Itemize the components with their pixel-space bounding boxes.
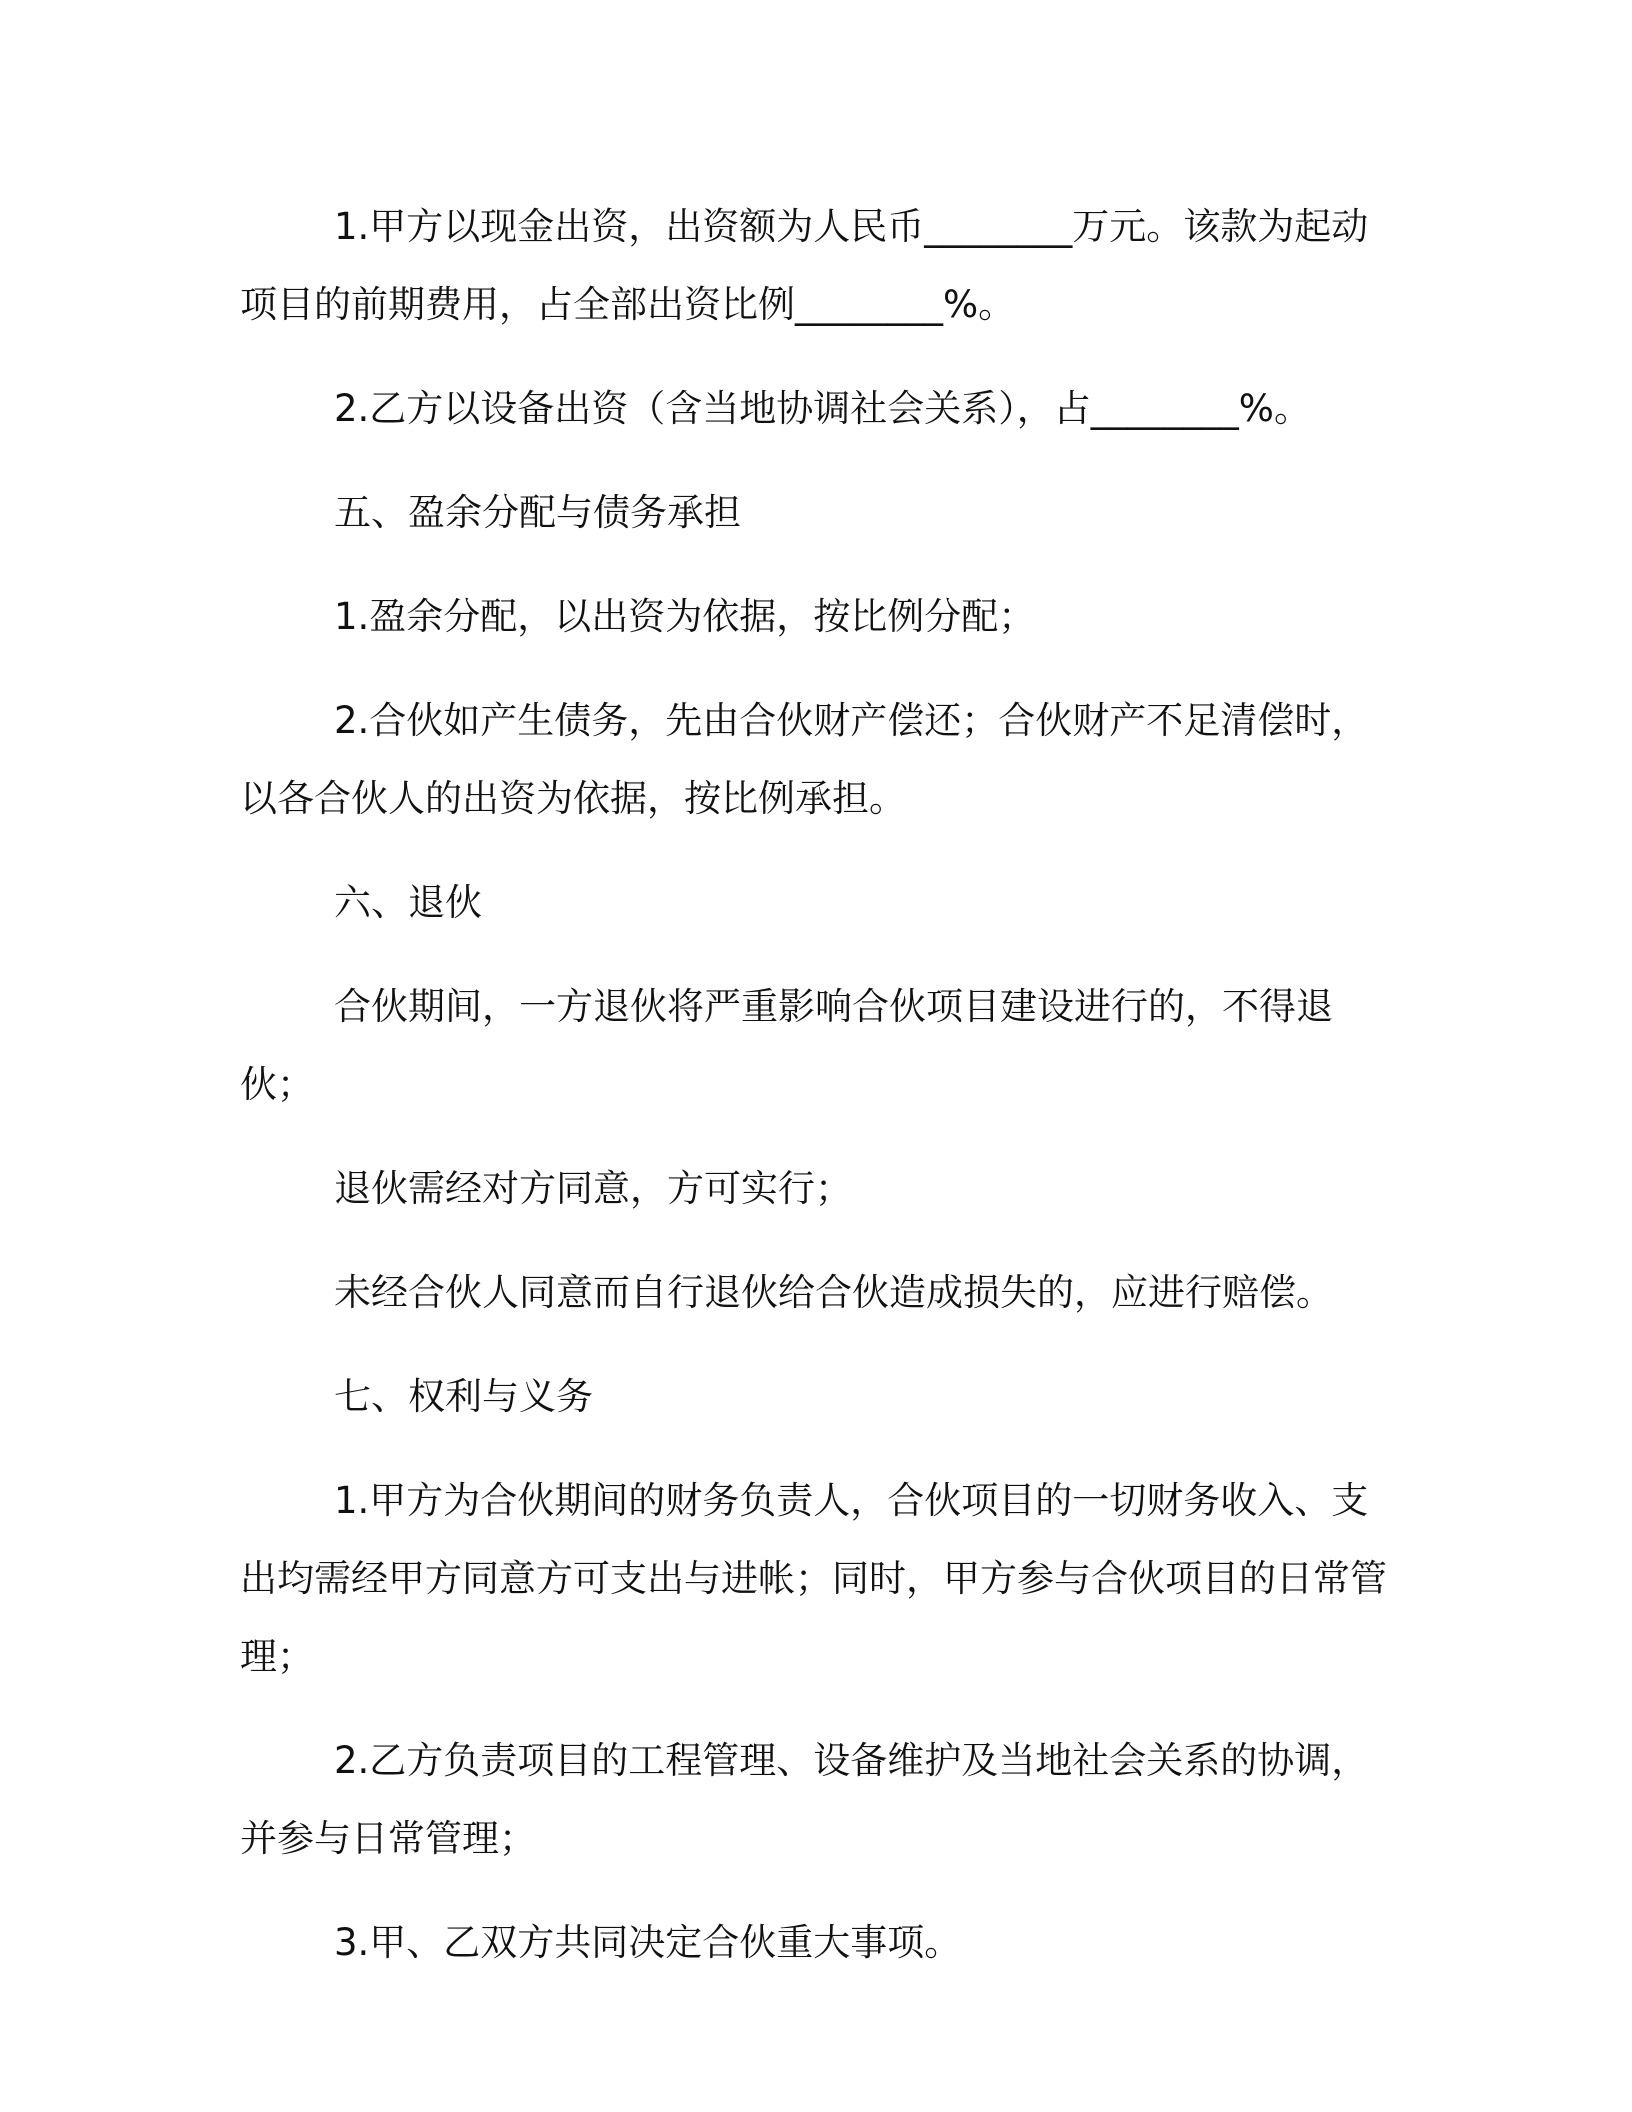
- paragraph-capital-party-b: 2.乙方以设备出资（含当地协调社会关系），占________%。: [334, 387, 1311, 430]
- paragraph-party-b-duties: 2.乙方负责项目的工程管理、设备维护及当地社会关系的协调，并参与日常管理；: [240, 1739, 1369, 1860]
- paragraph-capital-party-a: 1.甲方以现金出资，出资额为人民币________万元。该款为起动项目的前期费用，占全部出资比例________%。: [240, 205, 1369, 326]
- section-heading-rights-duties: 七、权利与义务: [334, 1375, 593, 1418]
- paragraph-withdrawal-consent: 退伙需经对方同意，方可实行；: [334, 1167, 852, 1210]
- document-page: [240, 188, 1390, 1982]
- section-heading-profit-debt: 五、盈余分配与债务承担: [334, 491, 741, 534]
- section-heading-withdrawal: 六、退伙: [334, 881, 482, 924]
- paragraph-debt-liability: 2.合伙如产生债务，先由合伙财产偿还；合伙财产不足清偿时，以各合伙人的出资为依据，按比例承担。: [240, 699, 1369, 820]
- paragraph-party-a-duties: 1.甲方为合伙期间的财务负责人，合伙项目的一切财务收入、支出均需经甲方同意方可支出与进帐；同时，甲方参与合伙项目的日常管理；: [240, 1479, 1387, 1678]
- paragraph-withdrawal-compensation: 未经合伙人同意而自行退伙给合伙造成损失的，应进行赔偿。: [334, 1271, 1333, 1314]
- paragraph-profit-distribution: 1.盈余分配，以出资为依据，按比例分配；: [334, 595, 1036, 638]
- paragraph-joint-decisions: 3.甲、乙双方共同决定合伙重大事项。: [334, 1921, 962, 1964]
- paragraph-withdrawal-restriction: 合伙期间，一方退伙将严重影响合伙项目建设进行的，不得退伙；: [240, 985, 1333, 1106]
